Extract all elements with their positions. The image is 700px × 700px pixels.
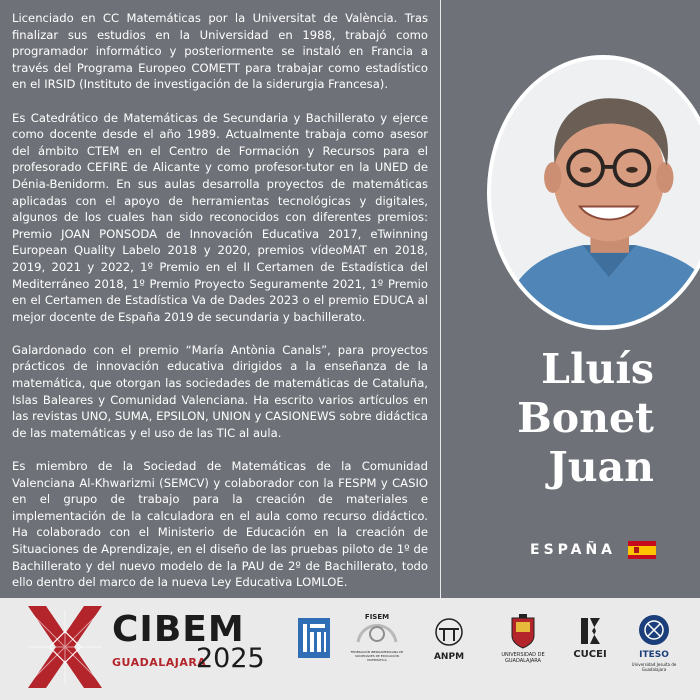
- iteso-logo-icon: [638, 614, 670, 646]
- udg-label: UNIVERSIDAD DE GUADALAJARA: [501, 652, 545, 664]
- iteso-label: ITESO: [639, 650, 669, 660]
- fisem-label: FISEM: [364, 613, 390, 621]
- cibem-x-logo-icon: [24, 606, 106, 688]
- bio-paragraph-1: Licenciado en CC Matemáticas por la Universitat de València. Tras finalizar sus estudios en la Universidad en 1988, trabajó como programador informático y posteriormente se instaló en Francia a través del Programa Europeo COMETT para trabajar como estadístico en el IRSID (Instituto de investigación de la siderurgia Francesa).: [12, 11, 428, 92]
- anpm-label: ANPM: [433, 652, 465, 662]
- speaker-name: [434, 345, 654, 492]
- speaker-first-name: Lluís: [541, 345, 654, 393]
- speaker-country: ESPAÑA: [530, 542, 617, 558]
- speaker-surname-1: Bonet: [517, 394, 654, 442]
- event-city: GUADALAJARA: [112, 656, 207, 669]
- bio-paragraph-4: Es miembro de la Sociedad de Matemáticas de la Comunidad Valenciana Al-Khwarizmi (SEMCV) y colaborador con la FESPM y CASIO en el grupo de trabajo para la creación de materiales e implementación de la calculadora en el aula como recurso didáctico. Ha colaborado con el Ministerio de Educación en la creación de Situaciones de Aprendizaje, en el diseño de las pruebas piloto de 1º de Bachillerato y del nuevo modelo de la PAU de 2º de Bachillerato, todo ello dentro del marco de la nueva Ley Educativa LOMLOE.: [12, 459, 428, 590]
- cucei-label: CUCEI: [573, 649, 607, 660]
- udg-crest-icon: [510, 614, 536, 650]
- anpm-logo-icon: [434, 615, 464, 649]
- bio-paragraph-2: Es Catedrático de Matemáticas de Secundaria y Bachillerato y ejerce como docente desde el año 1989. Actualmente trabaja como asesor del ámbito CTEM en el Centro de Formación y Recursos para el profesorado CEFIRE de Alicante y como profesor-tutor en la UNED de Dénia-Benidorm. En sus aulas desarrolla proyectos de matemáticas aplicadas con el apoyo de herramientas tecnológicas y digitales, algunos de los cuales han sido reconocidos con diferentes premios: Premio JOAN PONSODA de Innovación Educativa 2017, eTwinning European Quality Labelo 2018 y 2020, premios vídeoMAT en 2018, 2019, 2021 y 2022, 1º Premio en el II Certamen de Estadística del Mediterráneo 2018, 1º Premio Proyecto Seguramente 2021, 1º Premio en el Certamen de Estadística Va de Dades 2023 o el premio EDUCA al mejor docente de España 2019 de secundaria y bachillerato.: [12, 110, 428, 324]
- spain-flag-icon: [628, 541, 656, 559]
- event-year: 2025: [196, 643, 265, 674]
- portrait-illustration: [491, 59, 700, 326]
- event-name: CIBEM: [112, 609, 245, 650]
- country-row: [530, 539, 656, 561]
- iteso-subtitle: Universidad Jesuita de Guadalajara: [631, 662, 677, 672]
- speaker-surname-2: Juan: [548, 443, 654, 491]
- cucei-logo-icon: [578, 616, 602, 646]
- bio-paragraph-3: Galardonado con el premio “María Antònia Canals”, para proyectos prácticos de innovación educativa dirigidos a la enseñanza de la matemática, que otorgan las sociedades de matemáticas de Cataluña, Islas Baleares y Comunidad Valenciana. Ha escrito varios artículos en las revistas UNO, SUMA, EPSILON, UNION y CASIONEWS sobre didáctica de las matemáticas y el uso de las TIC al aula.: [12, 342, 428, 440]
- fespm-logo-icon: [298, 618, 330, 658]
- fisem-subtitle: FEDERACIÓN IBEROAMERICANA DE SOCIEDADES DE EDUCACIÓN MATEMÁTICA: [350, 650, 404, 662]
